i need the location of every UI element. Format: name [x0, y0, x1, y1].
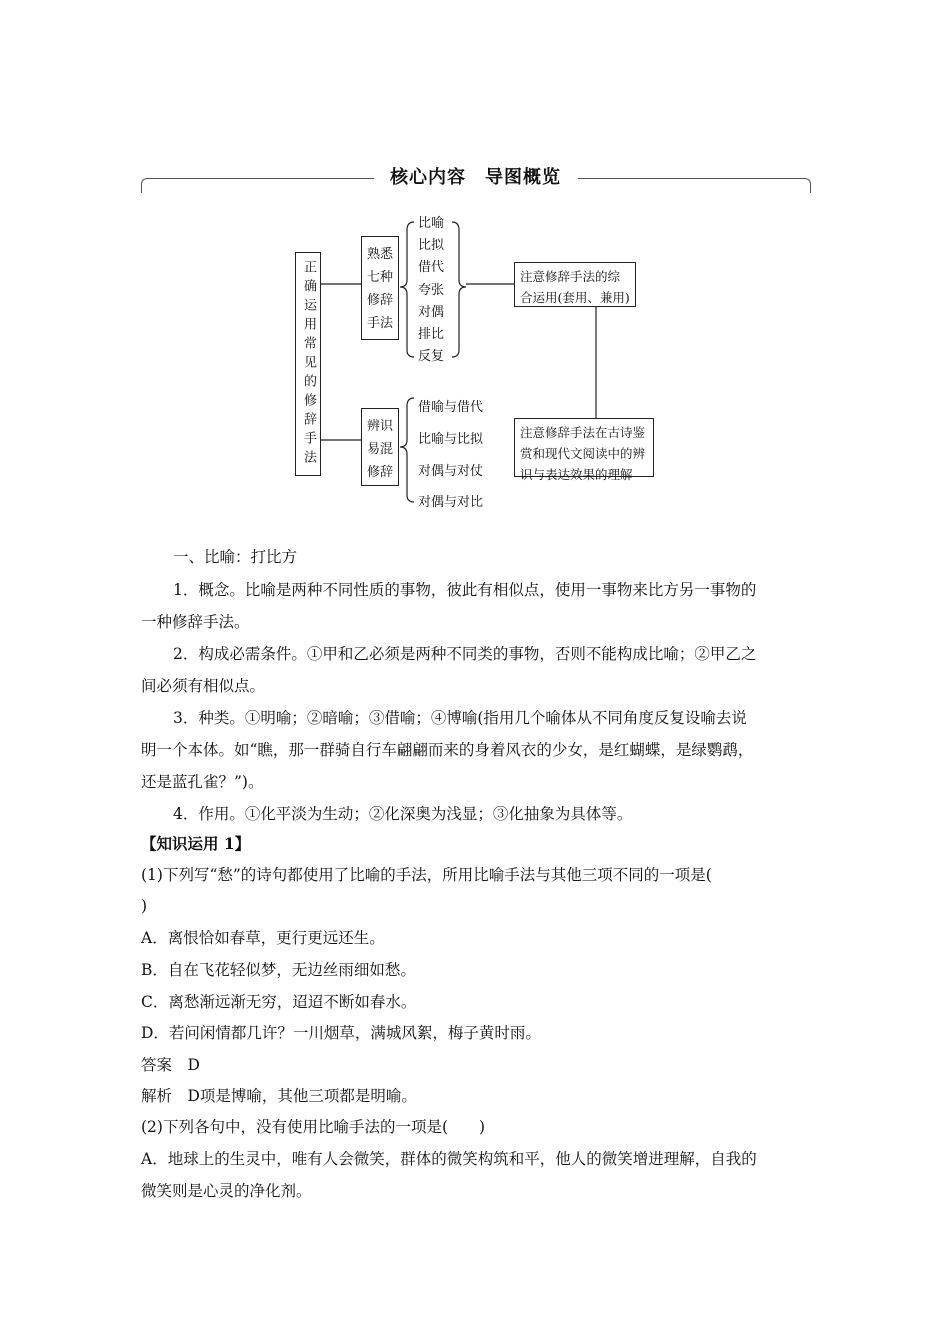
paragraph-line: 3．种类。①明喻；②暗喻；③借喻；④博喻(指用几个喻体从不同角度反复设喻去说 [173, 709, 747, 727]
paragraph-line: 4．作用。①化平淡为生动；②化深奥为浅显；③化抽象为具体等。 [173, 805, 633, 823]
group1-label: 熟悉七种修辞手法 [366, 247, 393, 331]
note-appreciation-text: 注意修辞手法在古诗鉴赏和现代文阅读中的辨识与表达效果的理解 [520, 425, 646, 482]
note-comprehensive-use-text: 注意修辞手法的综合运用(套用、兼用) [520, 269, 630, 305]
paragraph-line: 一种修辞手法。 [141, 613, 250, 631]
question-stem: ) [141, 897, 148, 915]
group2-item: 比喻与比拟 [418, 432, 484, 447]
knowledge-use-title: 【知识运用 1】 [141, 834, 251, 853]
option-b: B．自在飞花轻似梦，无边丝雨细如愁。 [141, 961, 416, 979]
question-stem: (2)下列各句中，没有使用比喻手法的一项是( ) [141, 1118, 486, 1136]
group1-item: 夸张 [418, 283, 445, 298]
group2-box [361, 408, 399, 486]
option-a-continued: 微笑则是心灵的净化剂。 [141, 1182, 312, 1200]
question-stem: (1)下列写“愁”的诗句都使用了比喻的手法，所用比喻手法与其他三项不同的一项是( [141, 866, 712, 884]
group2-item: 对偶与对仗 [418, 464, 484, 479]
group1-item: 比喻 [418, 216, 445, 231]
group2-item: 借喻与借代 [418, 400, 484, 415]
group1-item: 反复 [418, 349, 445, 364]
section-heading: 一、比喻：打比方 [173, 548, 298, 566]
option-a: A．离恨恰如春草，更行更远还生。 [141, 929, 385, 947]
root-label: 正确运用常见的修辞手法 [301, 259, 316, 469]
group1-item: 对偶 [418, 305, 445, 320]
paragraph-line: 2．构成必需条件。①甲和乙必须是两种不同类的事物，否则不能构成比喻；②甲乙之 [173, 645, 757, 663]
paragraph-line: 明一个本体。如“瞧，那一群骑自行车翩翩而来的身着风衣的少女，是红蝴蝶，是绿鹦鹉， [141, 741, 754, 759]
group1-box [361, 236, 399, 340]
note-appreciation [514, 418, 654, 482]
paragraph-line: 1．概念。比喻是两种不同性质的事物，彼此有相似点，使用一事物来比方另一事物的 [173, 581, 757, 599]
paragraph-line: 还是蓝孔雀？”)。 [141, 773, 264, 791]
option-d: D．若问闲情都几许？一川烟草，满城风絮，梅子黄时雨。 [141, 1024, 541, 1042]
group1-item: 借代 [418, 260, 445, 275]
mind-map [0, 0, 950, 540]
group2-label: 辨识易混修辞 [366, 419, 393, 480]
answer: 答案 D [141, 1056, 200, 1074]
paragraph-line: 间必须有相似点。 [141, 677, 266, 695]
group2-item: 对偶与对比 [418, 495, 484, 510]
note-comprehensive-use [514, 262, 636, 307]
group1-item: 排比 [418, 327, 445, 342]
option-c: C．离愁渐远渐无穷，迢迢不断如春水。 [141, 993, 417, 1011]
mind-map-root [295, 252, 321, 476]
section-header-title: 核心内容 导图概览 [390, 167, 561, 188]
mind-map-connectors [0, 0, 950, 540]
analysis: 解析 D项是博喻，其他三项都是明喻。 [141, 1087, 417, 1105]
option-a: A．地球上的生灵中，唯有人会微笑，群体的微笑构筑和平，他人的微笑增进理解，自我的 [141, 1150, 757, 1168]
group1-item: 比拟 [418, 238, 445, 253]
